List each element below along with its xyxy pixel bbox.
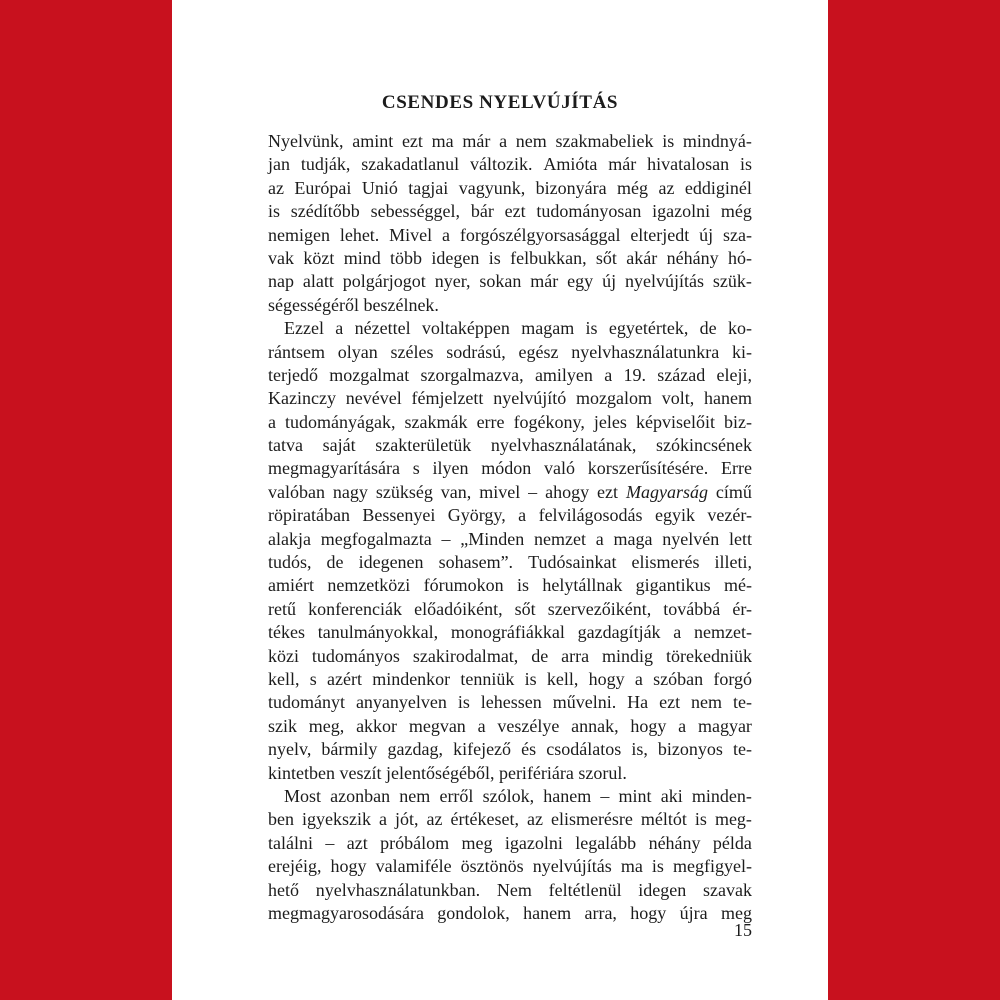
page-number: 15 bbox=[734, 920, 752, 940]
text-line: retű konferenciák előadóiként, sőt szervezőiként, továbbá ér- bbox=[268, 598, 752, 619]
text-line: erejéig, hogy valamiféle ösztönös nyelvújítás ma is megfigyel- bbox=[268, 856, 752, 877]
text-line: tatva saját szakterületük nyelvhasználatának, szókincsének bbox=[268, 435, 752, 456]
body-text bbox=[268, 130, 752, 925]
text-line: ségességéről beszélnek. bbox=[268, 294, 439, 315]
text-line: röpiratában Bessenyei György, a felvilágosodás egyik vezér- bbox=[268, 505, 752, 526]
text-line: szik meg, akkor megvan a veszélye annak, hogy a magyar bbox=[268, 715, 752, 736]
text-line: Ezzel a nézettel voltaképpen magam is egyetértek, de ko- bbox=[284, 318, 752, 339]
text-line: jan tudják, szakadatlanul változik. Amióta már hivatalosan is bbox=[268, 154, 752, 175]
text-line: a tudományágak, szakmák erre fogékony, jeles képviselőit biz- bbox=[268, 411, 752, 432]
text-line: amiért nemzetközi fórumokon is helytállnak gigantikus mé- bbox=[268, 575, 752, 596]
text-line: alakja megfogalmazta – „Minden nemzet a maga nyelvén lett bbox=[268, 528, 752, 549]
text-line: Most azonban nem erről szólok, hanem – mint aki minden- bbox=[284, 785, 752, 806]
text-line: valóban nagy szükség van, mivel – ahogy ezt Magyarság című bbox=[268, 481, 752, 502]
text-line: megmagyarítására s ilyen módon való korszerűsítésére. Erre bbox=[268, 458, 752, 479]
book-page bbox=[172, 0, 828, 1000]
text-line: Nyelvünk, amint ezt ma már a nem szakmabeliek is mindnyá- bbox=[268, 131, 752, 151]
text-line: kintetben veszít jelentőségéből, perifériára szorul. bbox=[268, 762, 627, 783]
text-line: hető nyelvhasználatunkban. Nem feltétlenül idegen szavak bbox=[268, 879, 752, 900]
text-line: nyelv, bármily gazdag, kifejező és csodálatos is, bizonyos te- bbox=[268, 739, 752, 760]
text-line: kell, s azért mindenkor tenniük is kell, hogy a szóban forgó bbox=[268, 668, 752, 689]
text-line: terjedő mozgalmat szorgalmazva, amilyen a 19. század eleji, bbox=[268, 364, 752, 385]
text-line: nap alatt polgárjogot nyer, sokan már egy új nyelvújítás szük- bbox=[268, 271, 752, 292]
text-line: közi tudományos szakirodalmat, de arra mindig törekedniük bbox=[268, 645, 752, 666]
text-line: tudós, de idegenen sohasem”. Tudósainkat elismerés illeti, bbox=[268, 552, 752, 573]
text-line: Kazinczy nevével fémjelzett nyelvújító mozgalom volt, hanem bbox=[268, 388, 752, 409]
text-line: tudományt anyanyelven is lehessen művelni. Ha ezt nem te- bbox=[268, 692, 752, 713]
text-line: tékes tanulmányokkal, monográfiákkal gazdagítják a nemzet- bbox=[268, 622, 752, 643]
text-line: is szédítőbb sebességgel, bár ezt tudományosan igazolni még bbox=[268, 201, 752, 222]
text-line: nemigen lehet. Mivel a forgószélgyorsasággal elterjedt új sza- bbox=[268, 224, 752, 245]
text-line: az Európai Unió tagjai vagyunk, bizonyára még az eddiginél bbox=[268, 177, 752, 198]
chapter-title: CSENDES NYELVÚJÍTÁS bbox=[381, 92, 619, 113]
text-line: rántsem olyan széles sodrású, egész nyelvhasználatunkra ki- bbox=[268, 341, 752, 362]
text-line: megmagyarosodására gondolok, hanem arra, hogy újra meg bbox=[268, 902, 752, 923]
text-line: vak közt mind több idegen is felbukkan, sőt akár néhány hó- bbox=[268, 247, 752, 268]
text-line: találni – azt próbálom meg igazolni legalább néhány példa bbox=[268, 832, 752, 853]
text-line: ben igyekszik a jót, az értékeset, az elismerésre méltót is meg- bbox=[268, 809, 752, 830]
